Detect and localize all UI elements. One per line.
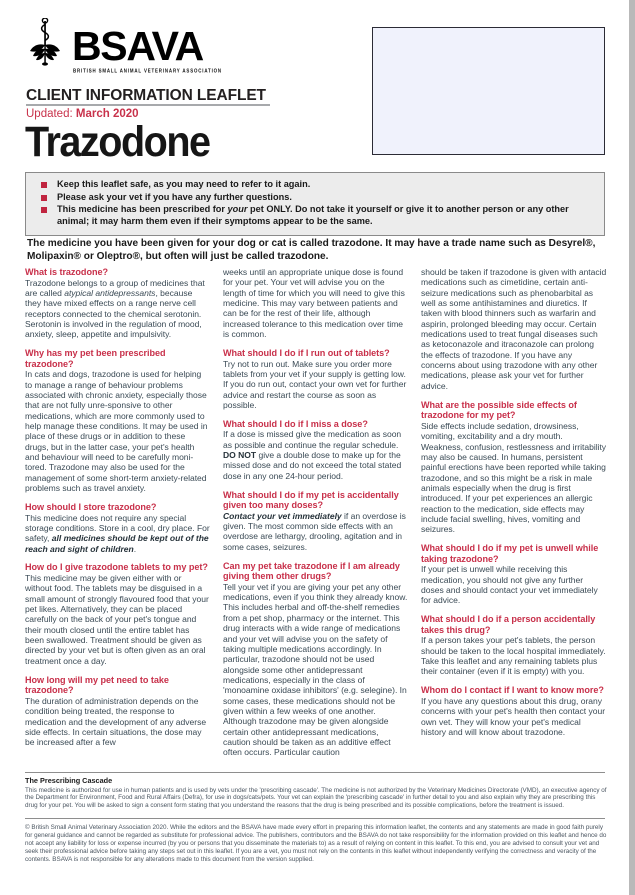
section-body-text: Contact your vet immediately if an overdose is given. The most common side effects with an overdose are lethargy, drooling, agitation and in some cases, seizures.: [223, 510, 406, 552]
section-question-heading: What should I do if my pet is unwell while taking trazodone?: [421, 543, 599, 564]
section-body-text: If your pet is unwell while receiving this medication, you should not give any further doses and should contact your vet immediately for advice.: [421, 564, 598, 606]
section-question-heading: Why has my pet been prescribed trazodone?: [25, 348, 166, 369]
content-section: [223, 561, 408, 758]
content-section: [421, 400, 607, 535]
section-question-heading: What should I do if my pet is accidentally given too many doses?: [223, 489, 399, 511]
section-body-text: If a dose is missed give the medication as soon as possible and continue the regular schedule. DO NOT give a double dose to make up for the missed dose and do not exceed the total stated dose in any one 24-hour period.: [223, 429, 402, 481]
content-section: [25, 675, 210, 748]
content-section: [25, 348, 210, 493]
content-section: [25, 502, 210, 554]
prescribing-cascade-block: [25, 777, 607, 809]
section-question-heading: What should I do if I run out of tablets?: [223, 347, 390, 358]
section-body-text: should be taken if trazodone is given with antacid medications such as cimetidine, certain anti-seizure medications such as phenobarbital as well as some antihistamines and diuretics. If taken with blood thinners such as warfarin and aspirin, prolonged bleeding may occur. Certain medications used to treat fungal diseases such as ketoconazole and itraconazole can prolong the effects of trazodone. If you have any concerns about using trazodone with any other medications, please ask your vet for further advice.: [421, 267, 607, 391]
key-warnings-box: [25, 172, 605, 236]
leaflet-kind-label: CLIENT INFORMATION LEAFLET: [26, 87, 266, 104]
warning-text: Keep this leaflet safe, as you may need to refer to it again.: [57, 179, 311, 189]
bsava-logo: [26, 18, 326, 70]
section-body-text: Try not to run out. Make sure you order more tablets from your vet if your supply is getting low. If you do run out, contact your own vet for further advice and restart the course as soon as possible.: [223, 358, 407, 410]
content-column-3: [421, 267, 607, 758]
section-question-heading: What is trazodone?: [25, 267, 108, 277]
warning-item: [34, 192, 596, 204]
section-question-heading: What should I do if a person accidentally takes this drug?: [421, 614, 596, 635]
section-body-text: This medicine does not require any special storage conditions. Store in a cool, dry place. For safety, all medicines should be kept out of the reach and sight of children.: [25, 512, 210, 554]
warning-bullet-icon: [41, 195, 47, 201]
content-section: [421, 267, 607, 391]
updated-label: Updated:: [26, 108, 73, 120]
footer-divider-top: [25, 772, 605, 773]
warning-list: [34, 179, 596, 227]
content-section: [223, 267, 408, 339]
section-body-text: If a person takes your pet's tablets, the person should be taken to the local hospital immediately. Take this leaflet and any remaining tablets plus their container (even if it is empty) with you.: [421, 635, 606, 677]
section-question-heading: What should I do if I miss a dose?: [223, 418, 368, 429]
bsava-tagline: BRITISH SMALL ANIMAL VETERINARY ASSOCIATION: [73, 68, 222, 74]
section-question-heading: Can my pet take trazodone if I am already giving them other drugs?: [223, 560, 400, 582]
updated-value: March 2020: [75, 108, 139, 120]
content-section: [223, 419, 408, 481]
content-section: [223, 348, 408, 410]
bsava-wordmark: BSAVA: [72, 23, 203, 70]
section-body-text: This medicine may be given either with or without food. The tablets may be disguised in a small amount of strongly flavoured food that your pet likes. Alternatively, they can be placed carefully on the back of your pet's tongue and their mouth closed until the entire tablet has been swallowed. Treatment should be given as directed by your vet but is often given as an oral treatment once a day.: [25, 573, 209, 666]
content-section: [223, 490, 408, 553]
content-column-2: [223, 267, 408, 758]
section-question-heading: How should I store trazodone?: [25, 501, 157, 512]
header-divider: [26, 104, 270, 106]
section-body-text: In cats and dogs, trazodone is used for helping to manage a range of behaviour problems associated with chronic anxiety, especially those that are not fully unre-sponsive to other medications, which are more commonly used to help manage these conditions. It may be used in place of these drugs or in addition to these drugs, but in the latter case, your pet's health and behaviour will need to be carefully moni-tored. Trazodone may also be used for the management of some short-term anxiety-related problems such as travel anxiety.: [25, 369, 208, 494]
prescribing-cascade-heading: The Prescribing Cascade: [25, 776, 113, 785]
content-section: [421, 543, 607, 606]
warning-text: Please ask your vet if you have any further questions.: [57, 191, 292, 202]
footer-divider-bottom: [25, 818, 605, 819]
section-question-heading: What are the possible side effects of trazodone for my pet?: [421, 399, 577, 421]
section-question-heading: How do I give trazodone tablets to my pet?: [25, 562, 208, 573]
section-body-text: If you have any questions about this drug, orany concerns with your pet's health then contact your own vet. They will know your pet's medical history and will know about trazodone.: [421, 695, 606, 737]
intro-paragraph: The medicine you have been given for your dog or cat is called trazodone. It may have a trade name such as Desyrel®, Molipaxin® or Oleptro®, but often will just be called trazodone.: [27, 238, 596, 262]
content-section: [421, 614, 607, 677]
content-columns: [25, 267, 607, 758]
section-body-text: Trazodone belongs to a group of medicines that are called atypical antidepressants, because they have mixed effects on a range nerve cell receptors connected to the chemical serotonin. Serotonin is involved in the regulation of mood, anxiety, sleep, appetite and impulsivity.: [25, 277, 205, 340]
prescribing-cascade-body: This medicine is authorized for use in human patients and is used by vets under the 'prescribing cascade'. The medicine is not authorized by the Veterinary Medicines Directorate (VMD), an executive agency of the Department for Environment, Food and Rural Affairs (Defra), for use in dogs/cats/pets. Your vet can explain the 'prescribing cascade' in further detail to you and also explain why they are prescribing this drug for your pet. You will be asked to sign a consent form stating that you understand the reasons that the drug is being prescribed and its possible complications, before the treatment is issued.: [25, 786, 607, 809]
warning-bullet-icon: [41, 182, 47, 188]
copyright-text: © British Small Animal Veterinary Association 2020. While the editors and the BSAVA have made every effort in preparing this information leaflet, the contents and any statements are made in good faith purely for general guidance and cannot be regarded as substitute for professional advice. The publishers, contributors and the BSAVA do not take responsibility for the information provided on this leaflet and hence do not accept any liability for loss or expense incurred (by you or persons that you disseminate the materials to) as a result of relying on content in this leaflet. To this end, you are advised to consult your vet and seek their professional advice before taking any steps set out in this leaflet. If you are a vet, you must not rely on the contents in this leaflet without independently verifying the correctness and veracity of the contents. BSAVA is not responsible for any alterations made to this document from the version supplied.: [25, 824, 607, 863]
warning-item: [34, 179, 596, 191]
page-title: Trazodone: [25, 118, 210, 166]
content-section: [25, 267, 210, 340]
section-body-text: weeks until an appropriate unique dose is found for your pet. Your vet will advise you on the length of time for which you will need to give this medicine. This may vary between patients and can be for the rest of their life, although increased tolerance to this medication over time is common.: [223, 267, 405, 340]
leaflet-image-placeholder: [372, 27, 605, 155]
section-question-heading: How long will my pet need to take trazodone?: [25, 674, 169, 696]
section-body-text: Tell your vet if you are giving your pet any other medications, even if you think they already know. This includes herbal and off-the-shelf remedies from a pet shop, pharmacy or the internet. This drug interacts with a wide range of medications and your vet will advise you on the safety of taking multiple medications accordingly. In particular, trazodone should not be used alongside some other antidepressant medications, especially in the class of 'monoamine oxidase inhibitors' (e.g. selegine). In some cases, these medications should not be given within a few weeks of one another. Although trazodone may be given alongside certain other antidepressant medications, caution should be taken as an additive effect often occurs. Particular caution: [223, 581, 408, 758]
warning-bullet-icon: [41, 207, 47, 213]
section-body-text: Side effects include sedation, drowsiness, vomiting, excitability and a dry mouth. Weakness, confusion, restlessness and irritability may also be caused. In humans, persistent painful erections have been reported while taking trazodone, and so this might be a risk in male animals especially when the drug is first introduced. If your pet experiences an allergic reaction to the medication, side effects may include facial swelling, hives, vomiting and seizures.: [421, 420, 607, 535]
section-body-text: The duration of administration depends on the condition being treated, the response to medication and the development of any adverse side effects. In certain situations, the dose may be increased after a few: [25, 695, 207, 748]
warning-text: This medicine has been prescribed for your pet ONLY. Do not take it yourself or give it to another person or any other animal; it may harm them even if their symptoms appear to be the same.: [57, 204, 569, 226]
warning-item: [34, 204, 596, 227]
content-column-1: [25, 267, 210, 758]
bsava-emblem-icon: [26, 18, 66, 66]
content-section: [25, 562, 210, 666]
content-section: [421, 685, 607, 737]
section-question-heading: Whom do I contact if I want to know more?: [421, 685, 604, 696]
